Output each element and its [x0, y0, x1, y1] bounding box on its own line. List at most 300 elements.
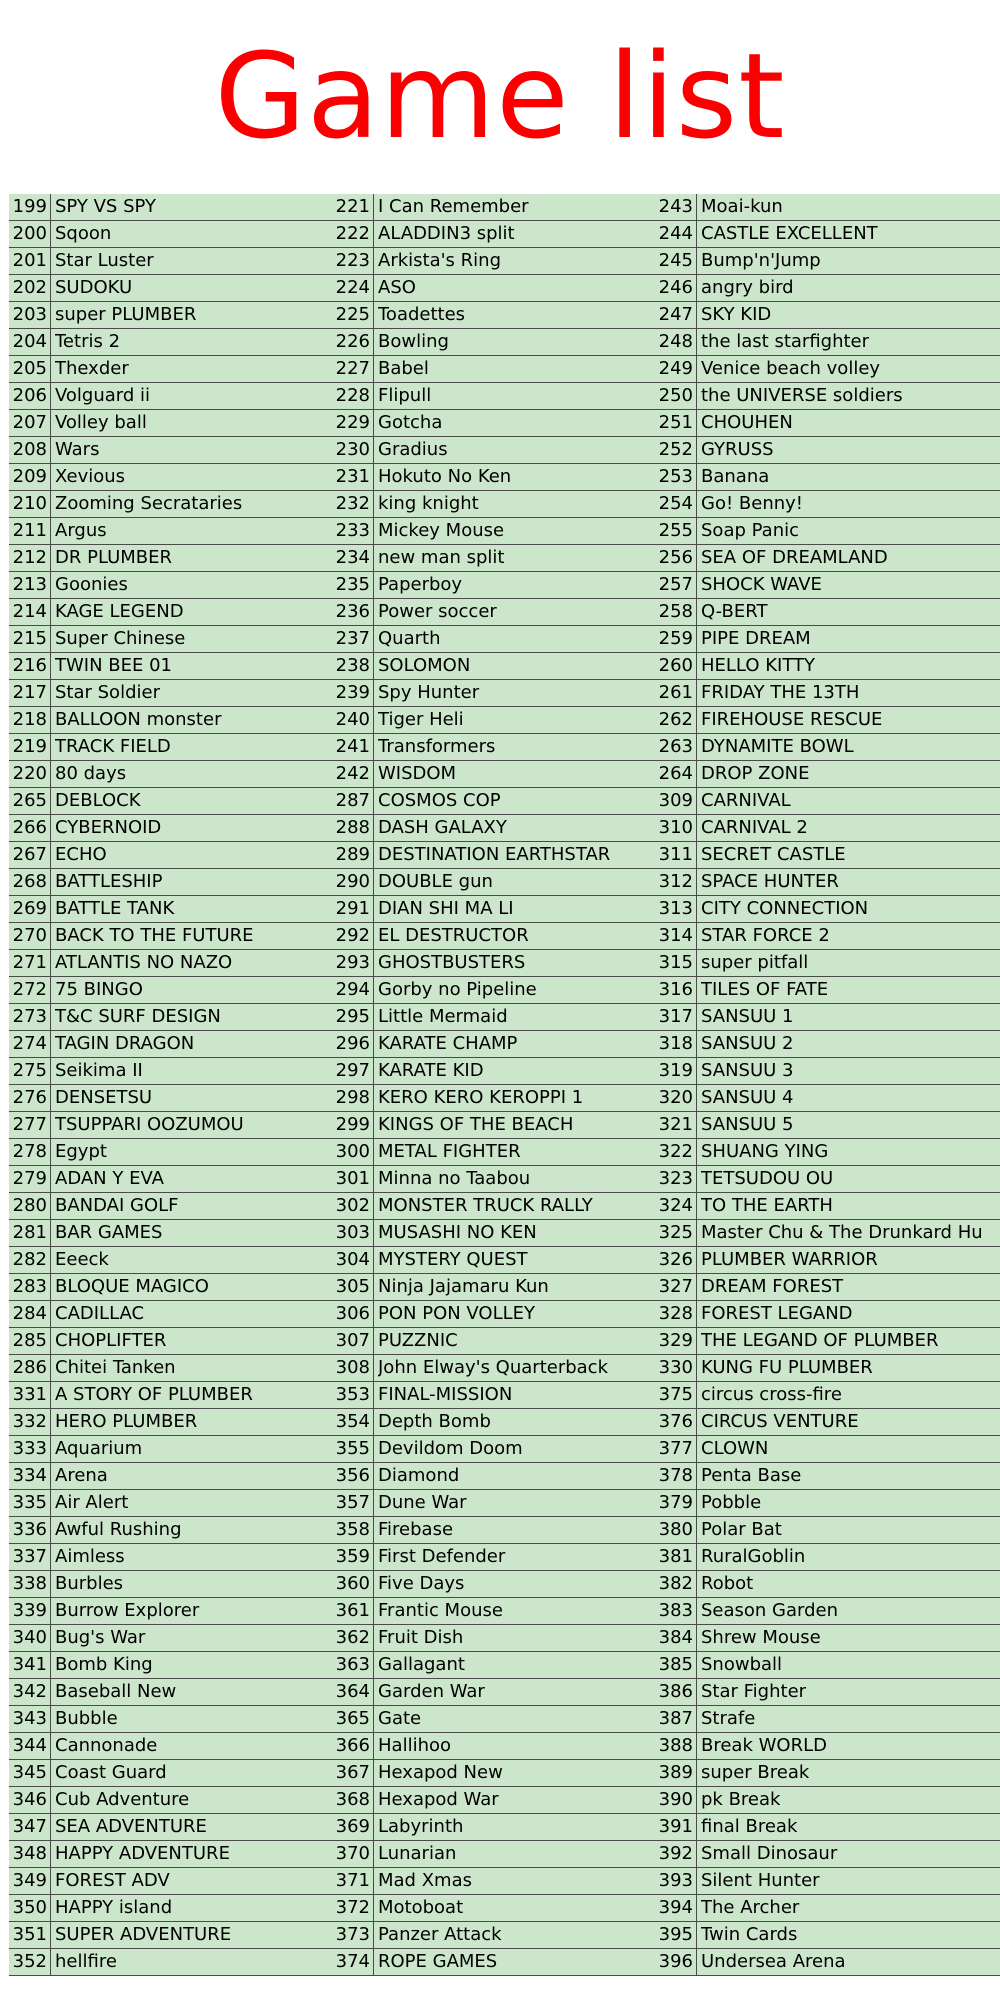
game-title: Labyrinth — [378, 1816, 464, 1837]
game-title: Super Chinese — [55, 628, 186, 649]
game-number: 348 — [9, 1841, 51, 1867]
game-row — [655, 1301, 1000, 1328]
game-title: KARATE CHAMP — [378, 1033, 518, 1054]
game-title: super pitfall — [701, 952, 809, 973]
game-number: 247 — [655, 302, 697, 328]
game-number: 353 — [332, 1382, 374, 1408]
game-number: 377 — [655, 1436, 697, 1462]
game-title: SHOCK WAVE — [701, 574, 822, 595]
game-number: 354 — [332, 1409, 374, 1435]
game-title: Gate — [378, 1708, 422, 1729]
game-title: CYBERNOID — [55, 817, 162, 838]
game-title: Master Chu & The Drunkard Hu — [701, 1222, 983, 1243]
game-row — [655, 1058, 1000, 1085]
game-title: ALADDIN3 split — [378, 223, 515, 244]
game-number: 325 — [655, 1220, 697, 1246]
game-block-3 — [0, 1382, 1000, 1976]
game-row — [9, 1814, 333, 1841]
game-row — [332, 1706, 656, 1733]
game-number: 362 — [332, 1625, 374, 1651]
game-title: SECRET CASTLE — [701, 844, 846, 865]
game-row — [9, 788, 333, 815]
game-title: Volley ball — [55, 412, 147, 433]
game-number: 384 — [655, 1625, 697, 1651]
game-title: CITY CONNECTION — [701, 898, 869, 919]
game-row — [9, 1625, 333, 1652]
game-number: 380 — [655, 1517, 697, 1543]
game-row — [332, 491, 656, 518]
game-title: SEA OF DREAMLAND — [701, 547, 888, 568]
game-number: 344 — [9, 1733, 51, 1759]
game-row — [332, 1085, 656, 1112]
game-number: 231 — [332, 464, 374, 490]
game-number: 278 — [9, 1139, 51, 1165]
game-row — [9, 1328, 333, 1355]
game-title: Tetris 2 — [55, 331, 121, 352]
game-row — [9, 1112, 333, 1139]
game-number: 295 — [332, 1004, 374, 1030]
game-row — [332, 1301, 656, 1328]
game-title: the last starfighter — [701, 331, 870, 352]
game-title: BLOQUE MAGICO — [55, 1276, 209, 1297]
game-row — [332, 869, 656, 896]
game-row — [332, 1382, 656, 1409]
game-row — [9, 1436, 333, 1463]
game-title: KAGE LEGEND — [55, 601, 184, 622]
game-row — [655, 1328, 1000, 1355]
game-title: Depth Bomb — [378, 1411, 491, 1432]
game-number: 238 — [332, 653, 374, 679]
game-number: 234 — [332, 545, 374, 571]
game-title: CIRCUS VENTURE — [701, 1411, 859, 1432]
game-title: TO THE EARTH — [701, 1195, 833, 1216]
game-title: SKY KID — [701, 304, 772, 325]
game-row — [655, 1112, 1000, 1139]
game-title: DEBLOCK — [55, 790, 141, 811]
game-number: 324 — [655, 1193, 697, 1219]
game-row — [332, 464, 656, 491]
game-row — [9, 1949, 333, 1976]
game-row — [9, 1517, 333, 1544]
game-title: Quarth — [378, 628, 441, 649]
game-row — [9, 896, 333, 923]
game-title: Tiger Heli — [378, 709, 464, 730]
game-title: T&C SURF DESIGN — [55, 1006, 221, 1027]
game-row — [9, 707, 333, 734]
game-title: BALLOON monster — [55, 709, 222, 730]
game-row — [655, 1031, 1000, 1058]
game-row — [332, 1004, 656, 1031]
game-title: Thexder — [55, 358, 129, 379]
game-title: PLUMBER WARRIOR — [701, 1249, 878, 1270]
game-title: CARNIVAL 2 — [701, 817, 808, 838]
game-row — [655, 1841, 1000, 1868]
game-number: 287 — [332, 788, 374, 814]
game-row — [332, 1949, 656, 1976]
game-row — [655, 1544, 1000, 1571]
game-row — [9, 1139, 333, 1166]
game-number: 355 — [332, 1436, 374, 1462]
game-row — [655, 302, 1000, 329]
game-number: 269 — [9, 896, 51, 922]
game-number: 236 — [332, 599, 374, 625]
game-row — [655, 707, 1000, 734]
game-title: TAGIN DRAGON — [55, 1033, 195, 1054]
game-title: Wars — [55, 439, 100, 460]
game-number: 298 — [332, 1085, 374, 1111]
game-row — [9, 923, 333, 950]
game-title: Devildom Doom — [378, 1438, 523, 1459]
game-number: 272 — [9, 977, 51, 1003]
game-number: 337 — [9, 1544, 51, 1570]
game-number: 258 — [655, 599, 697, 625]
game-row — [9, 626, 333, 653]
game-row — [332, 1544, 656, 1571]
game-number: 390 — [655, 1787, 697, 1813]
game-title: SUPER ADVENTURE — [55, 1924, 232, 1945]
game-row — [332, 248, 656, 275]
game-title: Gradius — [378, 439, 448, 460]
game-row — [655, 923, 1000, 950]
game-row — [332, 1139, 656, 1166]
game-title: COSMOS COP — [378, 790, 501, 811]
game-row — [9, 734, 333, 761]
game-number: 334 — [9, 1463, 51, 1489]
game-number: 372 — [332, 1895, 374, 1921]
game-number: 385 — [655, 1652, 697, 1678]
game-row — [9, 545, 333, 572]
game-number: 230 — [332, 437, 374, 463]
game-row — [9, 1868, 333, 1895]
game-number: 221 — [332, 194, 374, 220]
game-title: Panzer Attack — [378, 1924, 502, 1945]
game-number: 326 — [655, 1247, 697, 1273]
game-number: 285 — [9, 1328, 51, 1354]
game-row — [655, 1787, 1000, 1814]
game-title: Venice beach volley — [701, 358, 881, 379]
game-row — [9, 1301, 333, 1328]
game-row — [332, 1490, 656, 1517]
game-number: 233 — [332, 518, 374, 544]
game-row — [332, 1058, 656, 1085]
game-row — [9, 383, 333, 410]
game-row — [655, 653, 1000, 680]
game-number: 294 — [332, 977, 374, 1003]
game-number: 366 — [332, 1733, 374, 1759]
game-number: 332 — [9, 1409, 51, 1435]
game-title: ROPE GAMES — [378, 1951, 498, 1972]
game-row — [332, 410, 656, 437]
game-title: KINGS OF THE BEACH — [378, 1114, 574, 1135]
game-title: king knight — [378, 493, 479, 514]
game-block-1 — [0, 194, 1000, 788]
game-title: SANSUU 3 — [701, 1060, 794, 1081]
game-number: 225 — [332, 302, 374, 328]
game-title: SUDOKU — [55, 277, 133, 298]
game-number: 207 — [9, 410, 51, 436]
game-row — [332, 275, 656, 302]
game-title: First Defender — [378, 1546, 506, 1567]
game-title: Mad Xmas — [378, 1870, 472, 1891]
game-number: 273 — [9, 1004, 51, 1030]
game-title: 80 days — [55, 763, 127, 784]
game-number: 274 — [9, 1031, 51, 1057]
game-title: Air Alert — [55, 1492, 129, 1513]
game-row — [332, 545, 656, 572]
game-number: 211 — [9, 518, 51, 544]
game-row — [332, 1625, 656, 1652]
game-row — [655, 1409, 1000, 1436]
game-row — [655, 1247, 1000, 1274]
game-title: Silent Hunter — [701, 1870, 820, 1891]
game-number: 318 — [655, 1031, 697, 1057]
game-number: 320 — [655, 1085, 697, 1111]
game-title: circus cross-fire — [701, 1384, 842, 1405]
game-row — [655, 1922, 1000, 1949]
game-title: Moai-kun — [701, 196, 783, 217]
game-title: angry bird — [701, 277, 794, 298]
game-number: 315 — [655, 950, 697, 976]
game-number: 310 — [655, 815, 697, 841]
game-number: 219 — [9, 734, 51, 760]
game-title: Eeeck — [55, 1249, 109, 1270]
game-number: 265 — [9, 788, 51, 814]
game-row — [332, 842, 656, 869]
game-title: the UNIVERSE soldiers — [701, 385, 903, 406]
game-title: FINAL-MISSION — [378, 1384, 513, 1405]
game-row — [9, 1679, 333, 1706]
game-number: 276 — [9, 1085, 51, 1111]
game-row — [655, 1652, 1000, 1679]
game-title: Garden War — [378, 1681, 485, 1702]
game-number: 280 — [9, 1193, 51, 1219]
game-title: METAL FIGHTER — [378, 1141, 521, 1162]
game-row — [655, 788, 1000, 815]
game-row — [332, 1166, 656, 1193]
game-row — [9, 1652, 333, 1679]
game-title: Star Soldier — [55, 682, 160, 703]
game-row — [332, 1841, 656, 1868]
game-number: 254 — [655, 491, 697, 517]
game-number: 291 — [332, 896, 374, 922]
game-number: 202 — [9, 275, 51, 301]
game-number: 235 — [332, 572, 374, 598]
game-title: Minna no Taabou — [378, 1168, 531, 1189]
game-title: MUSASHI NO KEN — [378, 1222, 537, 1243]
game-number: 386 — [655, 1679, 697, 1705]
game-row — [332, 1247, 656, 1274]
game-title: Banana — [701, 466, 770, 487]
game-row — [9, 1922, 333, 1949]
game-row — [332, 356, 656, 383]
game-number: 252 — [655, 437, 697, 463]
game-number: 224 — [332, 275, 374, 301]
game-row — [9, 1085, 333, 1112]
game-title: Dune War — [378, 1492, 467, 1513]
game-number: 242 — [332, 761, 374, 787]
game-number: 255 — [655, 518, 697, 544]
game-title: Arena — [55, 1465, 108, 1486]
game-number: 256 — [655, 545, 697, 571]
game-title: PON PON VOLLEY — [378, 1303, 536, 1324]
game-number: 301 — [332, 1166, 374, 1192]
game-row — [655, 734, 1000, 761]
game-title: Aimless — [55, 1546, 125, 1567]
game-number: 371 — [332, 1868, 374, 1894]
game-title: EL DESTRUCTOR — [378, 925, 529, 946]
game-title: Argus — [55, 520, 107, 541]
game-title: Bowling — [378, 331, 449, 352]
game-title: ASO — [378, 277, 416, 298]
game-number: 304 — [332, 1247, 374, 1273]
game-title: Go! Benny! — [701, 493, 804, 514]
game-number: 248 — [655, 329, 697, 355]
game-number: 392 — [655, 1841, 697, 1867]
game-title: pk Break — [701, 1789, 781, 1810]
game-title: Sqoon — [55, 223, 112, 244]
game-row — [655, 1679, 1000, 1706]
game-row — [332, 950, 656, 977]
game-number: 317 — [655, 1004, 697, 1030]
game-number: 375 — [655, 1382, 697, 1408]
game-title: John Elway's Quarterback — [378, 1357, 609, 1378]
game-row — [9, 221, 333, 248]
game-row — [9, 1247, 333, 1274]
game-title: DREAM FOREST — [701, 1276, 844, 1297]
game-row — [9, 761, 333, 788]
game-number: 343 — [9, 1706, 51, 1732]
game-number: 352 — [9, 1949, 51, 1975]
game-row — [655, 1220, 1000, 1247]
game-title: Flipull — [378, 385, 432, 406]
game-number: 208 — [9, 437, 51, 463]
game-number: 299 — [332, 1112, 374, 1138]
game-block-2 — [0, 788, 1000, 1382]
game-row — [655, 1625, 1000, 1652]
game-number: 393 — [655, 1868, 697, 1894]
game-row — [655, 1166, 1000, 1193]
game-row — [332, 1463, 656, 1490]
game-row — [655, 1868, 1000, 1895]
game-column — [9, 1382, 333, 1976]
game-row — [9, 410, 333, 437]
game-title: Star Luster — [55, 250, 154, 271]
game-title: Five Days — [378, 1573, 465, 1594]
game-row — [332, 653, 656, 680]
game-title: Paperboy — [378, 574, 463, 595]
game-title: TRACK FIELD — [55, 736, 171, 757]
game-row — [9, 869, 333, 896]
game-row — [655, 977, 1000, 1004]
game-number: 260 — [655, 653, 697, 679]
game-title: Arkista's Ring — [378, 250, 501, 271]
game-title: Firebase — [378, 1519, 454, 1540]
game-number: 262 — [655, 707, 697, 733]
game-row — [9, 464, 333, 491]
game-row — [9, 329, 333, 356]
game-number: 259 — [655, 626, 697, 652]
game-row — [332, 437, 656, 464]
game-title: DYNAMITE BOWL — [701, 736, 854, 757]
game-title: Diamond — [378, 1465, 460, 1486]
game-row — [332, 518, 656, 545]
game-title: Q-BERT — [701, 601, 768, 622]
game-number: 245 — [655, 248, 697, 274]
game-row — [9, 491, 333, 518]
game-title: Ninja Jajamaru Kun — [378, 1276, 549, 1297]
game-number: 251 — [655, 410, 697, 436]
game-number: 360 — [332, 1571, 374, 1597]
game-number: 338 — [9, 1571, 51, 1597]
game-number: 336 — [9, 1517, 51, 1543]
game-row — [655, 626, 1000, 653]
game-title: SEA ADVENTURE — [55, 1816, 207, 1837]
game-title: KUNG FU PLUMBER — [701, 1357, 873, 1378]
game-row — [332, 626, 656, 653]
game-row — [332, 1328, 656, 1355]
game-title: Robot — [701, 1573, 754, 1594]
game-title: RuralGoblin — [701, 1546, 806, 1567]
game-number: 277 — [9, 1112, 51, 1138]
game-title: DOUBLE gun — [378, 871, 493, 892]
game-row — [332, 221, 656, 248]
game-title: SANSUU 5 — [701, 1114, 794, 1135]
game-title: Zooming Secrataries — [55, 493, 243, 514]
game-row — [332, 1193, 656, 1220]
game-number: 228 — [332, 383, 374, 409]
game-number: 323 — [655, 1166, 697, 1192]
game-title: ADAN Y EVA — [55, 1168, 164, 1189]
game-row — [332, 788, 656, 815]
game-row — [9, 1841, 333, 1868]
game-row — [655, 1085, 1000, 1112]
game-row — [655, 761, 1000, 788]
game-number: 270 — [9, 923, 51, 949]
game-number: 232 — [332, 491, 374, 517]
game-number: 204 — [9, 329, 51, 355]
game-row — [655, 1490, 1000, 1517]
game-number: 209 — [9, 464, 51, 490]
game-number: 205 — [9, 356, 51, 382]
game-title: Bug's War — [55, 1627, 146, 1648]
game-number: 359 — [332, 1544, 374, 1570]
game-number: 313 — [655, 896, 697, 922]
game-title: Cub Adventure — [55, 1789, 190, 1810]
game-title: WISDOM — [378, 763, 457, 784]
game-row — [332, 1436, 656, 1463]
game-title: HAPPY ADVENTURE — [55, 1843, 230, 1864]
game-row — [332, 572, 656, 599]
game-number: 213 — [9, 572, 51, 598]
game-row — [655, 572, 1000, 599]
game-number: 333 — [9, 1436, 51, 1462]
game-title: MONSTER TRUCK RALLY — [378, 1195, 593, 1216]
game-number: 215 — [9, 626, 51, 652]
game-number: 275 — [9, 1058, 51, 1084]
game-number: 327 — [655, 1274, 697, 1300]
game-number: 203 — [9, 302, 51, 328]
game-row — [655, 1355, 1000, 1382]
game-number: 381 — [655, 1544, 697, 1570]
game-column — [332, 788, 656, 1382]
game-number: 283 — [9, 1274, 51, 1300]
game-row — [9, 842, 333, 869]
game-number: 306 — [332, 1301, 374, 1327]
game-number: 282 — [9, 1247, 51, 1273]
game-number: 296 — [332, 1031, 374, 1057]
game-row — [332, 599, 656, 626]
game-number: 363 — [332, 1652, 374, 1678]
